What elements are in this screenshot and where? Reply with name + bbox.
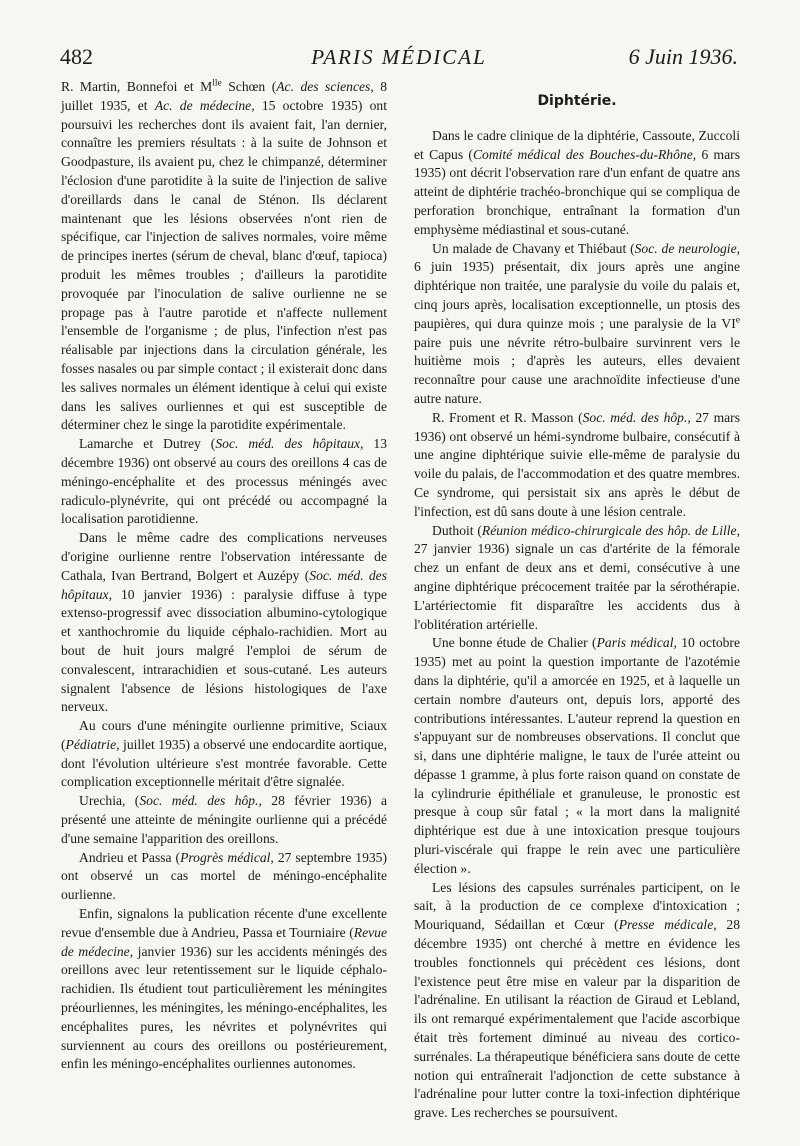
text-run: 13 décembre 1936) ont observé au cours des oreillons 4 cas de méningo-encéphalite et des processus méningés avec radiculo-plynévrite, qui ont précédé ou accompagné la localisation parotidienne. <box>61 436 388 527</box>
paragraph <box>414 409 740 522</box>
text-run: Au cours d'une méningite ourlienne primitive, Sciaux ( <box>61 718 387 752</box>
citation-source: Pédiatrie, <box>65 736 120 752</box>
text-run: R. Froment et R. Masson ( <box>432 409 583 425</box>
text-run: 27 mars 1936) ont observé un hémi-syndrome bulbaire, consécutif à une angine diphtérique suivie elle-même de paralysie du voile du palais, de l'accommodation et des quatre membres. Ce syndrome, qui persistait six ans après le début de l'infection, est dû sans doute à une lésion centrale. <box>414 409 740 519</box>
text-run: 28 février 1936) a présenté une atteinte de méningite ourlienne qui a précédé d'une semaine l'apparition des oreillons. <box>61 793 388 846</box>
paragraph <box>414 879 740 1123</box>
journal-title: PARIS MÉDICAL <box>311 45 487 69</box>
paragraph <box>414 127 740 240</box>
text-run: 6 juin 1935) présentait, dix jours après une angine diphtérique non traitée, une paralysie du voile du palais et, cinq jours après, localisation exceptionnelle, un ptosis des paupières, qui dura quinze mois ; une paralysie de la VI <box>414 259 740 331</box>
text-run: paire puis une névrite rétro-bulbaire survinrent vers le huitième mois ; d'après les auteurs, elles devaient reconnaître pour cause une arachnoïdite infectieuse d'une autre nature. <box>414 334 740 406</box>
page-header <box>60 44 738 74</box>
paragraph <box>61 529 387 717</box>
paragraph <box>61 78 387 435</box>
paragraph <box>414 240 740 409</box>
text-run: Les lésions des capsules surrénales participent, on le sait, à la production de ce complexe d'intoxication ; Mouriquand, Sédaillan et Cœur ( <box>414 879 740 933</box>
paragraph <box>414 634 740 878</box>
text-run: Dans le même cadre des complications nerveuses d'origine ourlienne rentre l'observation intéressante de Cathala, Ivan Bertrand, Bolgert et Auzépy ( <box>61 530 387 583</box>
text-run: 6 mars 1935) ont décrit l'observation rare d'un enfant de quatre ans atteint de diphtérie trachéo-bronchique qui se compliqua de perforation bronchique, entraînant la formation d'un emphysème médiastinal et sous-cutané. <box>414 146 740 237</box>
citation-source: Réunion médico-chirurgicale des hôp. de Lille, <box>481 522 740 538</box>
text-run: 10 octobre 1935) met au point la question importante de l'azotémie dans la diphtérie, qu'il a amorcée en 1925, et à laquelle un certain nombre d'auteurs ont, depuis lors, apporté des contributions intéressantes. L'auteur reprend la question en s'appuyant sur de nombreuses observations. Il conclut que si, dans une diphtérie maligne, le taux de l'urée atteint ou dépasse 1 gramme, à plus forte raison quand on constate de la cylindrurie épithéliale et granuleuse, le pronostic est presque à coup sûr fatal ; « la mort dans la malignité diphtérique est due à une intoxication presque toujours pluri-viscérale qui frappe le rein avec une particulière élection ». <box>414 635 740 876</box>
text-run: Schœn ( <box>221 79 277 94</box>
text-run: R. Martin, Bonnefoi et M <box>61 79 213 94</box>
text-run: 28 décembre 1935) ont cherché à mettre en évidence les troubles fonctionnels qui précèdent ces lésions, dont l'existence peut être mise en valeur par la disparition de l'adrénaline. En utilisant la réaction de Giraud et Lebland, ils ont remarqué expérimentalement que l'acide ascorbique était très fortement diminué au niveau des cortico-surrénales. La thérapeutique bénéficiera sans doute de cette notion qui entraînerait l'adjonction de cette substance à l'adrénaline pour lutter contre la toxi-infection diphtérique grave. Les recherches se poursuivent. <box>414 917 740 1121</box>
text-run: 10 janvier 1936) : paralysie diffuse à type extenso-progressif avec dissociation albumino-cytologique et xanthochromie du liquide céphalo-rachidien. Mort au bout de huit jours malgré l'emploi de sérum de convalescent, intrarachidien et sous-cutané. Les auteurs signalent l'absence de lésions histologiques de l'axe nerveux. <box>61 586 387 715</box>
text-run: Un malade de Chavany et Thiébaut ( <box>432 240 635 256</box>
text-run: Andrieu et Passa ( <box>79 849 181 865</box>
text-run: janvier 1936) sur les accidents méningés des oreillons avec leur retentissement sur le liquide céphalo-rachidien. Ils étudient tout particulièrement les méningites préourliennes, les méningites, les méningo-encéphalites, les encéphalites pures, les névrites et polynévrites qui surviennent au cours des oreillons ou postérieurement, enfin les méningo-encéphalites ourliennes autonomes. <box>61 943 388 1072</box>
citation-source: Presse médicale, <box>618 917 717 933</box>
left-column <box>61 78 387 1074</box>
citation-source: Revue de médecine, <box>61 924 387 959</box>
paragraph <box>61 435 387 529</box>
text-run: juillet 1935) a observé une endocardite aortique, dont l'évolution ultérieure s'est montrée favorable. Cette complication exceptionnelle méritait d'être signalée. <box>61 736 387 790</box>
citation-source: Ac. de médecine, <box>154 97 255 113</box>
citation-source: Soc. méd. des hôp., <box>139 793 262 809</box>
paragraph <box>61 849 387 905</box>
section-title: Diphtérie. <box>537 93 617 109</box>
text-run: 27 janvier 1936) signale un cas d'artérite de la fémorale chez un enfant de deux ans et demi, consécutive à une angine diphtérique précocement traitée par la sérothérapie. L'artériectomie fit disparaître les accidents dus à l'oblitération artérielle. <box>414 541 740 632</box>
text-run: Urechia, ( <box>79 793 140 809</box>
text-run: lle <box>212 78 222 89</box>
citation-source: Ac. des sciences, <box>276 79 374 94</box>
citation-source: Soc. méd. des hôp., <box>582 409 691 425</box>
text-run: Lamarche et Dutrey ( <box>79 436 216 452</box>
citation-source: Soc. méd. des hôpitaux, <box>61 567 387 602</box>
citation-source: Comité médical des Bouches-du-Rhône, <box>472 146 697 162</box>
paragraph <box>61 905 387 1074</box>
text-run: 27 septembre 1935) ont observé un cas mortel de méningo-encéphalite ourlienne. <box>61 849 387 903</box>
citation-source: Progrès médical, <box>180 849 274 865</box>
issue-date: 6 Juin 1936. <box>628 44 738 69</box>
citation-source: Paris médical, <box>596 635 677 651</box>
text-run: e <box>735 315 740 326</box>
citation-source: Soc. de neurologie, <box>634 240 741 256</box>
paragraph <box>61 792 387 848</box>
citation-source: Soc. méd. des hôpitaux, <box>215 436 364 452</box>
text-run: Duthoit ( <box>432 522 482 538</box>
text-run: 8 juillet 1935, et <box>61 79 387 113</box>
page-number: 482 <box>60 44 93 69</box>
right-column <box>414 78 740 1123</box>
text-run: 15 octobre 1935) ont poursuivi les recherches dont ils avaient fait, l'an dernier, connaître les premiers résultats : à la suite de Johnson et Goodpasture, ils avaient pu, chez le chimpanzé, déterminer l'éclosion d'une parotidite à la suite de l'injection de salive d'oreillards dans le canal de Sténon. Ils déclarent maintenant que les lésions observées n'ont rien de spécifique, car l'injection de salives normales, voire même de principes inertes (sérum de cheval, blanc d'œuf, tapioca) produit les mêmes troubles ; d'ailleurs la parotidite provoquée par l'inoculation de salive ourlienne ne se propage pas à l'autre parotide et n'affecte nullement l'ensemble de l'organisme ; de plus, l'infection n'est pas réalisable par injections dans la circulation générale, les fosses nasales ou par simple contact ; il existerait donc dans les salives normales un élément identique à celui qui existe dans les salives ourliennes et qui est susceptible de déterminer chez le singe la parotidite expérimentale. <box>61 97 387 433</box>
paragraph <box>61 717 387 792</box>
text-run: Une bonne étude de Chalier ( <box>432 635 597 651</box>
right-column-paragraphs <box>414 127 740 1123</box>
text-run: Enfin, signalons la publication récente d'une excellente revue d'ensemble due à Andrieu, Passa et Tourniaire ( <box>61 906 387 940</box>
text-run: Dans le cadre clinique de la diphtérie, Cassoute, Zuccoli et Capus ( <box>414 127 740 162</box>
paragraph <box>414 522 740 635</box>
